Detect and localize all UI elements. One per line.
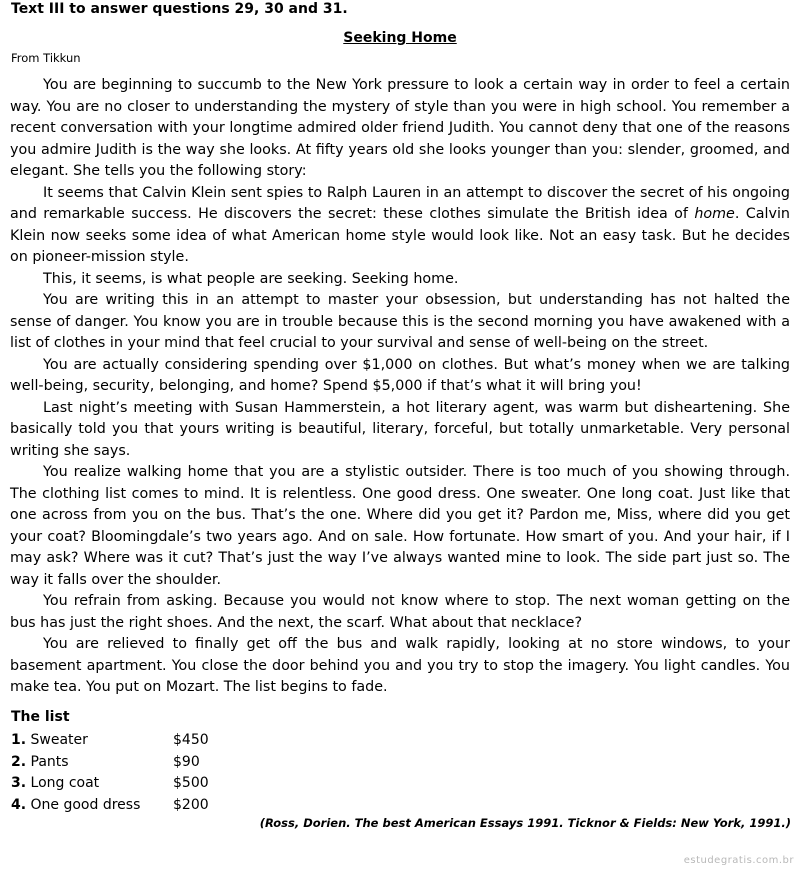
paragraph-5: You are actually considering spending over $1,000 on clothes. But what’s money when we are talking well-being, security, belonging, and home? Spend $5,000 if that’s what it will bring you! (10, 356, 790, 394)
list-item-number: 3. (11, 775, 27, 791)
paragraph-1: You are beginning to succumb to the New York pressure to look a certain way in order to feel a certain way. You are no closer to understanding the mystery of style than you were in high school. You remember a recent conversation with your longtime admired older friend Judith. You cannot deny that one of the reasons you admire Judith is the way she looks. At fifty years old she looks younger than you: slender, groomed, and elegant. She tells you the following story: (10, 77, 790, 179)
paragraph-2-text: It seems that Calvin Klein sent spies to Ralph Lauren in an attempt to discover the secret of his ongoing and remarkable success. He discovers the secret: these clothes simulate the British idea of home. Calvin Klein now seeks some idea of what American home style would look like. Not an easy task. But he decides on pioneer-mission style. (10, 184, 790, 265)
list-item-number: 4. (11, 796, 27, 813)
essay-title: Seeking Home (343, 30, 457, 46)
paragraph-2 (10, 183, 790, 269)
list-item-name: Long coat (30, 775, 100, 791)
paragraph-9: You are relieved to finally get off the bus and walk rapidly, looking at no store windows, to your basement apartment. You close the door behind you and you try to stop the imagery. You light candles. You make tea. You put on Mozart. The list begins to fade. (10, 636, 790, 695)
list-item (11, 752, 311, 774)
list-item-number: 1. (11, 732, 27, 748)
list-title: The list (11, 709, 70, 725)
paragraph-3: This, it seems, is what people are seeking. Seeking home. (43, 270, 459, 287)
list-item-name: Sweater (30, 732, 88, 748)
watermark: estudegratis.com.br (683, 855, 794, 866)
essay-body (10, 75, 790, 699)
paragraph-4: You are writing this in an attempt to master your obsession, but understanding has not halted the sense of danger. You know you are in trouble because this is the second morning you have awakened with a list of clothes in your mind that feel crucial to your survival and sense of well-being on the street. (10, 292, 790, 351)
source-line: From Tikkun (11, 51, 81, 65)
list-item-number: 2. (11, 753, 27, 770)
list-item (11, 795, 311, 817)
list-item-name: One good dress (30, 796, 141, 813)
citation: (Ross, Dorien. The best American Essays 1991. Ticknor & Fields: New York, 1991.) (259, 816, 791, 830)
list-item-price: $200 (173, 796, 209, 813)
emphasis-home: home (694, 206, 735, 222)
paragraph-7: You realize walking home that you are a stylistic outsider. There is too much of you showing through. The clothing list comes to mind. It is relentless. One good dress. One sweater. One long coat. Just like that one across from you on the bus. That’s the one. Where did you get it? Pardon me, Miss, where did you get your coat? Bloomingdale’s two years ago. And on sale. How fortunate. How smart of you. And your hair, if I may ask? Where was it cut? That’s just the way I’ve always wanted mine to look. The side part just so. The way it falls over the shoulder. (10, 464, 790, 588)
list-item (11, 730, 311, 752)
list-item-price: $500 (173, 775, 209, 791)
paragraph-6: Last night’s meeting with Susan Hammerstein, a hot literary agent, was warm but disheartening. She basically told you that yours writing is beautiful, literary, forceful, but totally unmarketable. Very personal writing she says. (10, 399, 790, 459)
list-item-name: Pants (30, 753, 69, 770)
list-item-price: $450 (173, 732, 209, 748)
clothing-list (11, 730, 311, 816)
section-header: Text III to answer questions 29, 30 and 31. (11, 1, 348, 17)
paragraph-8: You refrain from asking. Because you would not know where to stop. The next woman getting on the bus has just the right shoes. And the next, the scarf. What about that necklace? (10, 593, 790, 631)
list-item (11, 773, 311, 795)
list-item-price: $90 (173, 753, 200, 770)
